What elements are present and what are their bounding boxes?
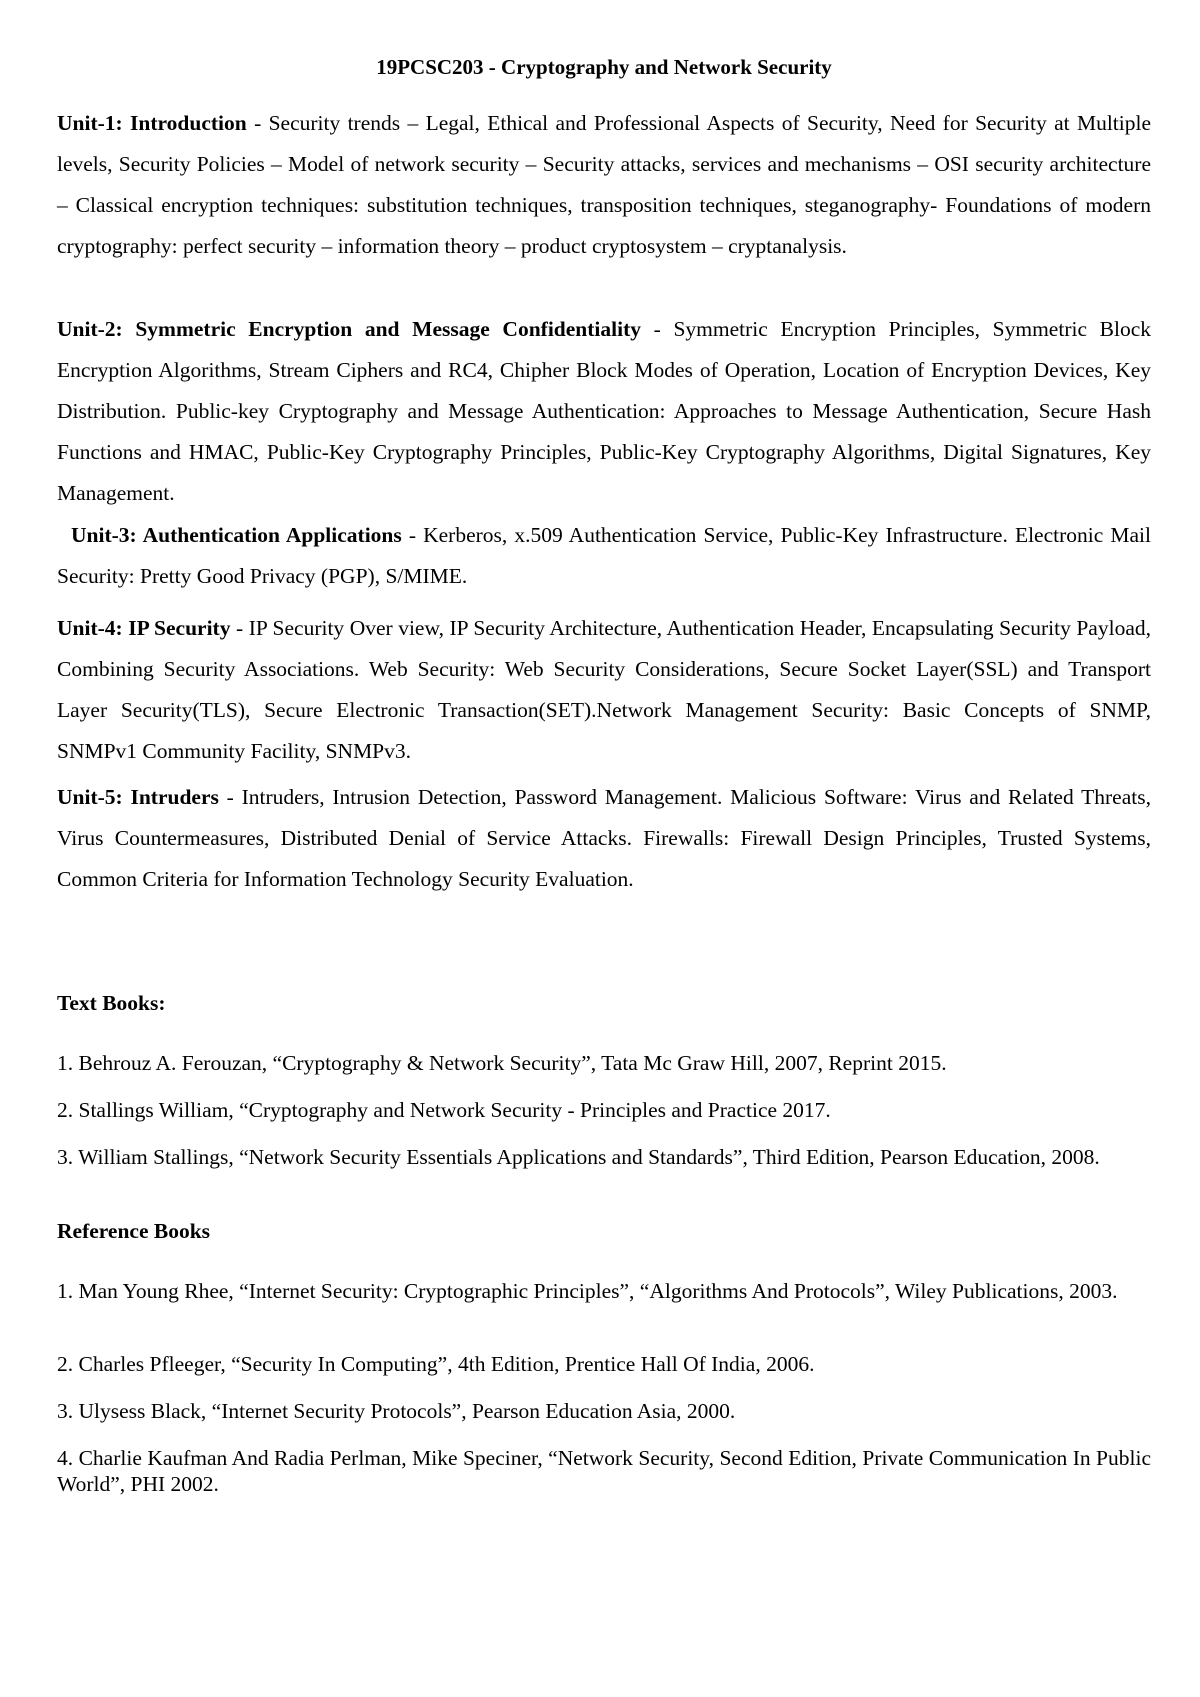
text-book-item: 2. Stallings William, “Cryptography and Network Security - Principles and Practice 2017. — [57, 1098, 831, 1122]
reference-book-item: 2. Charles Pfleeger, “Security In Computing”, 4th Edition, Prentice Hall Of India, 2006. — [57, 1352, 815, 1376]
unit-1-body: - Security trends – Legal, Ethical and Professional Aspects of Security, Need for Security at Multiple levels, Security Policies – Model of network security – Security attacks, services and mechanisms – OSI security architecture – Classical encryption techniques: substitution techniques, transposition techniques, steganography- Foundations of modern cryptography: perfect security – information theory – product cryptosystem – cryptanalysis. — [57, 111, 1152, 258]
unit-5-heading: Unit-5: Intruders — [57, 785, 219, 809]
unit-2-paragraph — [57, 309, 1151, 514]
unit-4-heading: Unit-4: IP Security — [57, 616, 231, 640]
text-books-heading: Text Books: — [57, 991, 166, 1015]
unit-4-body: - IP Security Over view, IP Security Architecture, Authentication Header, Encapsulating Security Payload, Combining Security Associations. Web Security: Web Security Considerations, Secure Socket Layer(SSL) and Transport Layer Security(TLS), Secure Electronic Transaction(SET).Network Management Security: Basic Concepts of SNMP, SNMPv1 Community Facility, SNMPv3. — [57, 616, 1151, 763]
text-book-item: 1. Behrouz A. Ferouzan, “Cryptography & Network Security”, Tata Mc Graw Hill, 2007, Reprint 2015. — [57, 1051, 947, 1075]
unit-3-heading: Unit-3: Authentication Applications — [71, 523, 402, 547]
unit-5-body: - Intruders, Intrusion Detection, Password Management. Malicious Software: Virus and Related Threats, Virus Countermeasures, Distributed Denial of Service Attacks. Firewalls: Firewall Design Principles, Trusted Systems, Common Criteria for Information Technology Security Evaluation. — [57, 785, 1151, 891]
reference-books-heading: Reference Books — [57, 1219, 211, 1243]
reference-book-item: 4. Charlie Kaufman And Radia Perlman, Mike Speciner, “Network Security, Second Edition, Private Communication In Public World”, PHI 2002. — [57, 1446, 1151, 1496]
reference-book-item: 1. Man Young Rhee, “Internet Security: Cryptographic Principles”, “Algorithms And Protocols”, Wiley Publications, 2003. — [57, 1279, 1118, 1303]
text-book-item: 3. William Stallings, “Network Security Essentials Applications and Standards”, Third Edition, Pearson Education, 2008. — [57, 1145, 1100, 1169]
unit-2-body: - Symmetric Encryption Principles, Symmetric Block Encryption Algorithms, Stream Ciphers and RC4, Chipher Block Modes of Operation, Location of Encryption Devices, Key Distribution. Public-key Cryptography and Message Authentication: Approaches to Message Authentication, Secure Hash Functions and HMAC, Public-Key Cryptography Principles, Public-Key Cryptography Algorithms, Digital Signatures, Key Management. — [57, 317, 1151, 505]
unit-3-paragraph — [57, 515, 1151, 597]
unit-4-paragraph — [57, 608, 1151, 772]
reference-book-item: 3. Ulysess Black, “Internet Security Protocols”, Pearson Education Asia, 2000. — [57, 1399, 736, 1423]
unit-1-heading: Unit-1: Introduction — [57, 111, 247, 135]
unit-3-body: - Kerberos, x.509 Authentication Service, Public-Key Infrastructure. Electronic Mail Security: Pretty Good Privacy (PGP), S/MIME. — [57, 523, 1151, 588]
course-title: 19PCSC203 - Cryptography and Network Security — [376, 55, 832, 79]
unit-2-heading: Unit-2: Symmetric Encryption and Message Confidentiality — [57, 317, 641, 341]
unit-5-paragraph — [57, 777, 1151, 900]
unit-1-paragraph — [57, 103, 1151, 267]
